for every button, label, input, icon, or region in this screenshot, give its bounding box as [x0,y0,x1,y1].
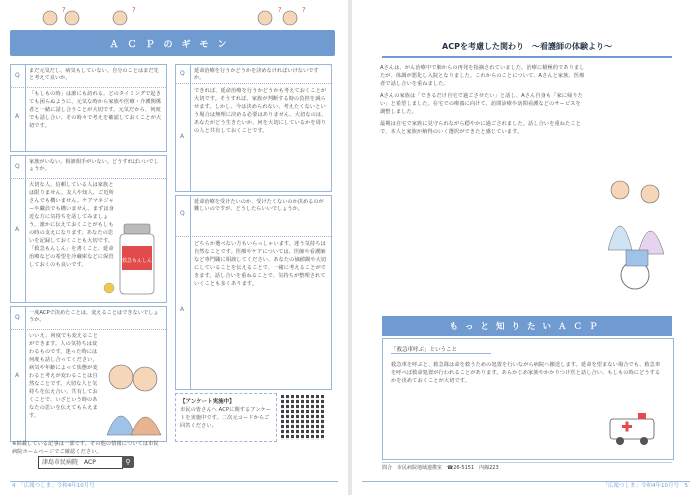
ambulance-info-box [382,338,674,460]
answer-text: いいえ、何度でも変えることができます。人の気持ちは変わるものです。迷った時には何度も話し合ってください。病気や年齢によって状態が変わると考えが変わることは自然なことです。大切な人と気持ちを伝え合い、共有しておくことで、いざという時のあなたの思いを伝えてもらえます。 [29,333,99,419]
question-mark: Q [180,210,185,217]
question-text: 家族がいない。相談相手がいない。どうすればいいでしょうか。 [29,159,159,172]
question-row [176,196,331,237]
question-mark: Q [180,70,185,77]
qa-card-2 [10,155,167,303]
acp-questions-banner [10,30,335,56]
question-row [11,65,166,88]
answer-text: どちらか選べない方もいらっしゃいます。迷う気持ちは自然なことです。医療やケアについては、医師や看護師など専門職に相談してください。あなたの価値観や大切にしていることを伝えることで、一緒に考えることができます。話し合いを重ねることで、気持ちが整理されていくことも多くあります。 [194,241,327,287]
qr-code-icon[interactable] [281,395,326,440]
qa-card-1 [10,64,167,152]
magnifier-icon[interactable]: ⚲ [122,456,134,468]
elderly-couple-illustration [103,357,163,437]
nurse-family-illustration [590,150,682,300]
question-text: 一度ACPで決めたことは、変えることはできないでしょうか。 [29,310,159,323]
question-mark: Q [15,163,20,170]
article-body [380,64,680,136]
survey-note-title: 【アンケート実施中】 [180,399,235,405]
qa-card-3 [10,306,167,442]
left-page [0,0,348,495]
question-row [176,65,331,84]
answer-mark: A [15,226,20,233]
learn-more-banner [382,316,672,336]
emergency-kit-bottle-icon [116,222,160,298]
article-paragraph: Aさんの家族は「できるだけ自宅で過ごさせたい」と話し、Aさん自身も「家に帰りたい」と希望しました。在宅での療養に向けて、訪問診療や訪問看護などのサービスを調整しました。 [380,93,583,115]
homepage-caption: ※掲載している記事は一部です。その他の情報については市民病院ホームページでご確認ください。 [12,441,159,455]
article-paragraph: Aさんは、がん治療中で肺からの再発を指摘されていました。治療に積極的でありましたが、体調が悪化し入院となりました。これからのことについて、Aさんと家族、医療者で話し合いを重ねました。 [380,65,585,87]
question-text: 延命治療を行うかどうかを決めなければいけないですか。 [194,68,319,81]
page-footer-left: 4 「広報つしま」令和4年10月号 [12,483,95,489]
question-row [11,156,166,179]
answer-mark: A [180,133,185,140]
survey-note [175,393,277,442]
right-page [352,0,700,495]
question-row [11,307,166,330]
svg-text:?: ? [132,6,136,14]
qa-card-4 [175,64,332,192]
svg-text:?: ? [278,6,282,14]
svg-text:?: ? [62,6,66,14]
kit-label: 救急もんしん [121,258,153,264]
banner-title: もっと知りたいＡＣＰ [449,322,605,332]
box-text: 救急車を呼ぶと、救急隊は命を救うための処置を行いながら病院へ搬送します。延命を望まない場合でも、救急車を呼べば救命処置が行われることがあります。あらかじめ家族やかかりつけ医と話し合い、もしもの時にどうするかを決めておくことが大切です。 [391,362,661,384]
answer-text: 大切な人、信頼している人は家族とは限りません。友人や知人、ご近所さんでも構いません。ケアマネジャーや職員でも構いません。まずは身近な方に気持ちを話してみましょう。誰かに伝えておくことがもしもの時の支えになります。あなたの思いを記録しておくことも大切です。「救急もんしん」を書くこと、延命治療などの希望を冷蔵庫などに保管しておくのも良いです。 [29,182,114,268]
answer-text: 「もしもの時」は誰にも訪れる。どのタイミングで起きても困らぬように、元気な時から家族や医療・介護関係者と一緒に話し合うことが大切です。元気だから、何度でも話し合い、その時々で考えを確認しておくことが大切です。 [29,91,162,129]
svg-text:?: ? [302,6,306,14]
mascot-icon [103,282,115,294]
survey-note-body: 市民の皆さんへ ACPに関するアンケートを実施中です。二次元コードからご回答ください。 [180,407,272,429]
question-mark: Q [15,72,20,79]
page-footer-right: 「広報つしま」令和4年10月号 5 [602,483,688,489]
banner-title: ＡＣＰのギモン [109,40,236,50]
contact-info: 問合 市民病院地域連携室 ☎26-5151 内線223 [382,462,672,473]
search-input[interactable]: 津島市民病院 ACP [38,456,123,469]
answer-text: できれば、延命治療を行うかどうかも考えておくことが大切です。そうすれば、家族が判断する時の負担を減らせます。しかし、今は決められない、考えたくないという場合は無理に決める必要はありません。大切なのは、あなたがどう生きたいか、何を大切にしているかを周りの人と共有しておくことです。 [194,88,327,134]
qa-card-5 [175,195,332,390]
box-heading: 「救急車呼ぶ」ということ [391,347,458,353]
answer-mark: A [15,113,20,120]
article-paragraph: 最期は自宅で家族に見守られながら穏やかに過ごされました。話し合いを重ねたことで、本人と家族が納得のいく選択ができたと感じています。 [380,121,581,135]
header-people-illustration [10,2,335,30]
answer-mark: A [15,372,20,379]
answer-mark: A [180,306,185,313]
article-title: ACPを考慮した関わり ～看護師の体験より～ [382,40,672,58]
ambulance-icon [608,411,666,447]
question-mark: Q [15,314,20,321]
question-text: 延命治療を受けたいのか、受けたくないのか決めるのが難しいのですが、どうしたらいいでしょうか。 [194,199,324,212]
question-text: まだ元気だし、病気もしていない。自分のことはまだ先と考えて良いか。 [29,68,159,81]
